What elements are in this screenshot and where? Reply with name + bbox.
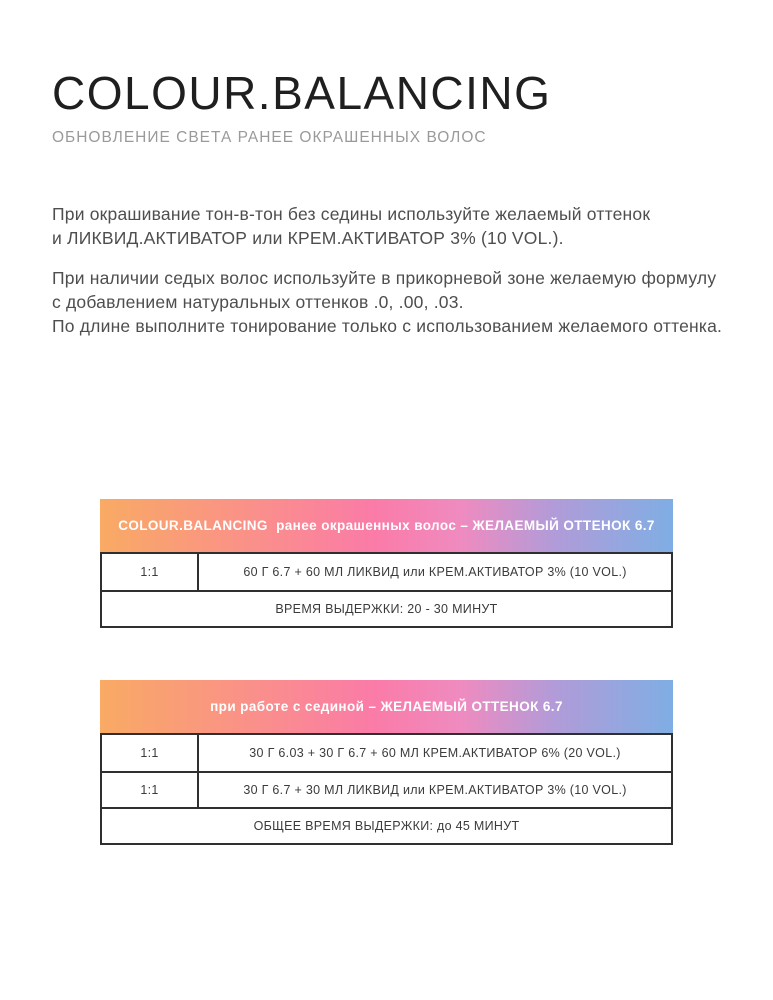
paragraph-line: При наличии седых волос используйте в прикорневой зоне желаемую формулу xyxy=(52,268,717,288)
formula-cell: 30 Г 6.03 + 30 Г 6.7 + 60 МЛ КРЕМ.АКТИВАТОР 6% (20 VOL.) xyxy=(249,746,621,760)
paragraph-line: с добавлением натуральных оттенков .0, .00, .03. xyxy=(52,292,464,312)
page-title: COLOUR.BALANCING xyxy=(52,67,552,119)
table-header-banner: COLOUR.BALANCING ранее окрашенных волос – ЖЕЛАЕМЫЙ ОТТЕНОК 6.7 xyxy=(100,499,673,552)
table-body xyxy=(100,552,673,628)
paragraph-line: По длине выполните тонирование только с использованием желаемого оттенка. xyxy=(52,316,723,336)
ratio-cell: 1:1 xyxy=(102,735,199,771)
ratio-cell: 1:1 xyxy=(102,773,199,807)
mixing-table-colour-balancing xyxy=(100,499,673,628)
formula-cell: 60 Г 6.7 + 60 МЛ ЛИКВИД или КРЕМ.АКТИВАТОР 3% (10 VOL.) xyxy=(243,565,627,579)
paragraph-line: и ЛИКВИД.АКТИВАТОР или КРЕМ.АКТИВАТОР 3% (10 VOL.). xyxy=(52,228,564,248)
table-row xyxy=(102,771,671,807)
intro-text xyxy=(52,202,752,338)
table-row xyxy=(102,554,671,590)
table-body xyxy=(100,733,673,845)
table-row xyxy=(102,735,671,771)
mixing-table-grey-hair xyxy=(100,680,673,845)
table-header-banner: при работе с сединой – ЖЕЛАЕМЫЙ ОТТЕНОК 6.7 xyxy=(100,680,673,733)
page-subtitle: ОБНОВЛЕНИЕ СВЕТА РАНЕЕ ОКРАШЕННЫХ ВОЛОС xyxy=(52,129,487,146)
paragraph-line: При окрашивание тон-в-тон без седины используйте желаемый оттенок xyxy=(52,204,651,224)
intro-paragraph-1 xyxy=(52,202,752,250)
heading-block xyxy=(52,67,552,147)
formula-cell: 30 Г 6.7 + 30 МЛ ЛИКВИД или КРЕМ.АКТИВАТОР 3% (10 VOL.) xyxy=(243,783,627,797)
intro-paragraph-2 xyxy=(52,266,752,338)
ratio-cell: 1:1 xyxy=(102,554,199,590)
hold-time-row: ОБЩЕЕ ВРЕМЯ ВЫДЕРЖКИ: до 45 МИНУТ xyxy=(102,807,671,843)
hold-time-row: ВРЕМЯ ВЫДЕРЖКИ: 20 - 30 МИНУТ xyxy=(102,590,671,626)
